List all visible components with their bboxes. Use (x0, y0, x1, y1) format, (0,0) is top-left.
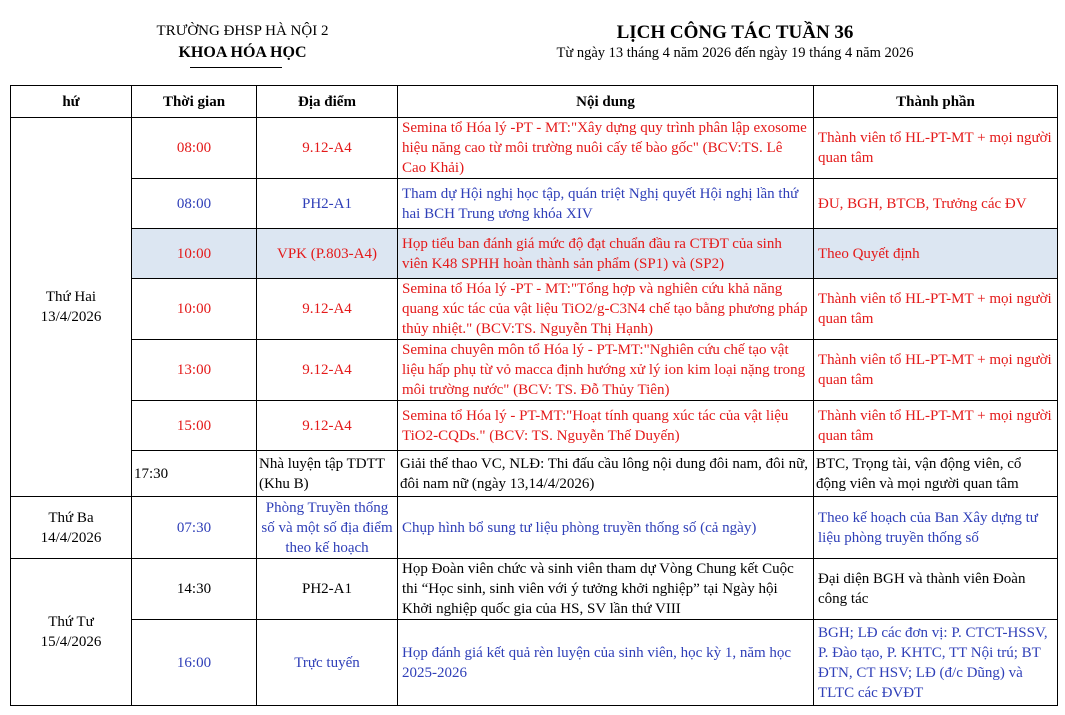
place-cell: 9.12-A4 (257, 401, 398, 451)
members-cell: Thành viên tổ HL-PT-MT + mọi người quan tâm (814, 279, 1058, 340)
members-cell: Đại diện BGH và thành viên Đoàn công tác (814, 559, 1058, 620)
faculty-name: KHOA HÓA HỌC (178, 44, 307, 61)
members-cell: Theo kế hoạch của Ban Xây dựng tư liệu phòng truyền thống số (814, 497, 1058, 559)
col-header-content: Nội dung (398, 86, 814, 118)
time-cell: 10:00 (132, 279, 257, 340)
table-row (11, 118, 1058, 179)
content-cell: Semina tổ Hóa lý -PT - MT:"Tổng hợp và nghiên cứu khả năng quang xúc tác của vật liệu TiO2/g-C3N4 chế tạo bằng phương pháp thủy nhiệt." (BCV:TS. Nguyễn Thị Hạnh) (398, 279, 814, 340)
content-cell: Tham dự Hội nghị học tập, quán triệt Nghị quyết Hội nghị lần thứ hai BCH Trung ương khóa XIV (398, 179, 814, 229)
table-row (11, 401, 1058, 451)
table-row (11, 229, 1058, 279)
school-header (130, 20, 355, 64)
members-cell: ĐU, BGH, BTCB, Trưởng các ĐV (814, 179, 1058, 229)
time-cell: 17:30 (132, 451, 257, 497)
col-header-time: Thời gian (132, 86, 257, 118)
place-cell: PH2-A1 (257, 179, 398, 229)
time-cell: 08:00 (132, 179, 257, 229)
table-row (11, 179, 1058, 229)
faculty-underline (190, 67, 282, 68)
day-cell-tuesday: Thứ Ba 14/4/2026 (11, 497, 132, 559)
time-cell: 08:00 (132, 118, 257, 179)
time-cell: 13:00 (132, 340, 257, 401)
content-cell: Semina tổ Hóa lý -PT - MT:"Xây dựng quy trình phân lập exosome hiệu năng cao từ môi trường nuôi cấy tế bào gốc" (BCV:TS. Lê Cao Khải) (398, 118, 814, 179)
place-cell: Trực tuyến (257, 620, 398, 706)
content-cell: Semina tổ Hóa lý - PT-MT:"Hoạt tính quang xúc tác của vật liệu TiO2-CQDs." (BCV: TS. Nguyễn Thế Duyến) (398, 401, 814, 451)
table-header-row (11, 86, 1058, 118)
time-cell: 10:00 (132, 229, 257, 279)
place-cell: Phòng Truyền thống số và một số địa điểm theo kế hoạch (257, 497, 398, 559)
table-row (11, 340, 1058, 401)
content-cell: Họp đánh giá kết quả rèn luyện của sinh viên, học kỳ 1, năm học 2025-2026 (398, 620, 814, 706)
content-cell: Chụp hình bổ sung tư liệu phòng truyền thống số (cả ngày) (398, 497, 814, 559)
table-row (11, 279, 1058, 340)
place-cell: 9.12-A4 (257, 118, 398, 179)
col-header-place: Địa điểm (257, 86, 398, 118)
members-cell: Thành viên tổ HL-PT-MT + mọi người quan tâm (814, 401, 1058, 451)
members-cell: Thành viên tổ HL-PT-MT + mọi người quan tâm (814, 118, 1058, 179)
place-cell: VPK (P.803-A4) (257, 229, 398, 279)
schedule-header (520, 22, 950, 62)
time-cell: 07:30 (132, 497, 257, 559)
content-cell: Họp tiểu ban đánh giá mức độ đạt chuẩn đầu ra CTĐT của sinh viên K48 SPHH hoàn thành sản phẩm (SP1) và (SP2) (398, 229, 814, 279)
place-cell: 9.12-A4 (257, 279, 398, 340)
members-cell: BTC, Trọng tài, vận động viên, cổ động viên và mọi người quan tâm (814, 451, 1058, 497)
schedule-table (10, 85, 1058, 706)
schedule-date-range: Từ ngày 13 tháng 4 năm 2026 đến ngày 19 tháng 4 năm 2026 (556, 45, 914, 61)
day-cell-monday: Thứ Hai 13/4/2026 (11, 118, 132, 497)
schedule-title: LỊCH CÔNG TÁC TUẦN 36 (616, 22, 854, 43)
members-cell: Theo Quyết định (814, 229, 1058, 279)
time-cell: 14:30 (132, 559, 257, 620)
content-cell: Semina chuyên môn tổ Hóa lý - PT-MT:"Nghiên cứu chế tạo vật liệu hấp phụ từ vỏ macca định hướng xử lý ion kim loại nặng trong môi trường nước" (BCV: TS. Đỗ Thủy Tiên) (398, 340, 814, 401)
table-row (11, 451, 1058, 497)
members-cell: BGH; LĐ các đơn vị: P. CTCT-HSSV, P. Đào tạo, P. KHTC, TT Nội trú; BT ĐTN, CT HSV; LĐ (đ/c Dũng) và TLTC các ĐVĐT (814, 620, 1058, 706)
time-cell: 16:00 (132, 620, 257, 706)
place-cell: Nhà luyện tập TDTT (Khu B) (257, 451, 398, 497)
table-row (11, 620, 1058, 706)
col-header-day: hứ (11, 86, 132, 118)
table-row (11, 559, 1058, 620)
time-cell: 15:00 (132, 401, 257, 451)
place-cell: 9.12-A4 (257, 340, 398, 401)
school-name: TRƯỜNG ĐHSP HÀ NỘI 2 (156, 23, 329, 39)
day-cell-wednesday: Thứ Tư 15/4/2026 (11, 559, 132, 706)
members-cell: Thành viên tổ HL-PT-MT + mọi người quan tâm (814, 340, 1058, 401)
content-cell: Họp Đoàn viên chức và sinh viên tham dự Vòng Chung kết Cuộc thi “Học sinh, sinh viên với ý tưởng khởi nghiệp” tại Ngày hội Khởi nghiệp quốc gia của HS, SV lần thứ VIII (398, 559, 814, 620)
place-cell: PH2-A1 (257, 559, 398, 620)
table-row (11, 497, 1058, 559)
col-header-members: Thành phần (814, 86, 1058, 118)
content-cell: Giải thể thao VC, NLĐ: Thi đấu cầu lông nội dung đôi nam, đôi nữ, đôi nam nữ (ngày 13,14/4/2026) (398, 451, 814, 497)
